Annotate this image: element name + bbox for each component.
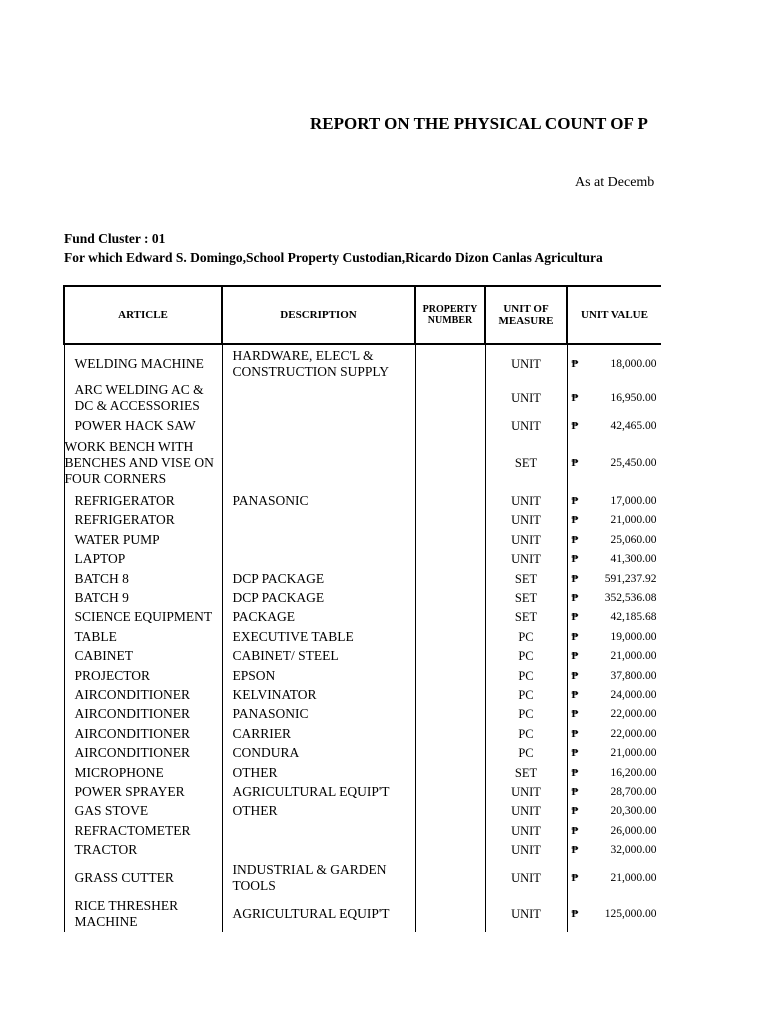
peso-sign: ₱: [571, 495, 579, 508]
unit-value-amount: 22,000.00: [610, 727, 657, 740]
description-cell: INDUSTRIAL & GARDEN TOOLS: [222, 860, 415, 896]
description-cell: EPSON: [222, 666, 415, 685]
peso-sign: ₱: [571, 747, 579, 760]
unit-of-measure-cell: SET: [485, 763, 567, 782]
peso-sign: ₱: [571, 419, 579, 432]
unit-value-amount: 25,060.00: [610, 533, 657, 546]
unit-value-cell: [567, 840, 661, 859]
table-row: [64, 896, 661, 932]
unit-value-cell: [567, 530, 661, 549]
table-row: [64, 685, 661, 704]
peso-sign: ₱: [571, 688, 579, 701]
table-row: [64, 647, 661, 666]
unit-value-cell: [567, 608, 661, 627]
unit-value-amount: 16,200.00: [610, 766, 657, 779]
peso-sign: ₱: [571, 611, 579, 624]
table-row: [64, 705, 661, 724]
description-cell: PANASONIC: [222, 491, 415, 510]
description-cell: [222, 435, 415, 491]
unit-value-cell: [567, 666, 661, 685]
unit-value-amount: 21,000.00: [610, 747, 657, 760]
unit-of-measure-cell: PC: [485, 743, 567, 762]
article-cell: BATCH 8: [64, 569, 222, 588]
unit-value-cell: [567, 743, 661, 762]
unit-value-cell: [567, 511, 661, 530]
unit-of-measure-cell: UNIT: [485, 344, 567, 380]
unit-value-cell: [567, 802, 661, 821]
table-row: [64, 802, 661, 821]
unit-value-cell: [567, 821, 661, 840]
table-row: [64, 550, 661, 569]
peso-sign: ₱: [571, 630, 579, 643]
article-cell: PROJECTOR: [64, 666, 222, 685]
article-cell: AIRCONDITIONER: [64, 685, 222, 704]
table-row: [64, 724, 661, 743]
description-cell: OTHER: [222, 763, 415, 782]
unit-of-measure-cell: PC: [485, 724, 567, 743]
peso-sign: ₱: [571, 907, 579, 920]
unit-value-cell: [567, 627, 661, 646]
article-cell: WATER PUMP: [64, 530, 222, 549]
property-number-cell: [415, 550, 485, 569]
peso-sign: ₱: [571, 805, 579, 818]
peso-sign: ₱: [571, 871, 579, 884]
unit-of-measure-cell: PC: [485, 685, 567, 704]
unit-of-measure-cell: UNIT: [485, 491, 567, 510]
property-number-cell: [415, 569, 485, 588]
table-row: [64, 782, 661, 801]
description-cell: [222, 821, 415, 840]
table-row: [64, 435, 661, 491]
unit-value-cell: [567, 435, 661, 491]
unit-value-amount: 41,300.00: [610, 553, 657, 566]
table-row: [64, 491, 661, 510]
unit-value-amount: 21,000.00: [610, 871, 657, 884]
unit-value-amount: 25,450.00: [610, 457, 657, 470]
property-number-cell: [415, 608, 485, 627]
peso-sign: ₱: [571, 533, 579, 546]
unit-value-amount: 20,300.00: [610, 805, 657, 818]
unit-of-measure-cell: UNIT: [485, 550, 567, 569]
table-row: [64, 821, 661, 840]
article-cell: CABINET: [64, 647, 222, 666]
property-number-cell: [415, 896, 485, 932]
description-cell: [222, 416, 415, 435]
unit-value-cell: [567, 588, 661, 607]
peso-sign: ₱: [571, 824, 579, 837]
table-row: [64, 380, 661, 416]
description-cell: AGRICULTURAL EQUIP'T: [222, 782, 415, 801]
article-cell: REFRACTOMETER: [64, 821, 222, 840]
peso-sign: ₱: [571, 669, 579, 682]
property-number-cell: [415, 588, 485, 607]
as-at-date: As at Decemb: [575, 175, 655, 190]
unit-of-measure-cell: SET: [485, 569, 567, 588]
table-row: [64, 743, 661, 762]
article-cell: REFRIGERATOR: [64, 491, 222, 510]
article-cell: BATCH 9: [64, 588, 222, 607]
table-row: [64, 569, 661, 588]
property-number-cell: [415, 530, 485, 549]
fund-cluster: Fund Cluster : 01: [64, 231, 166, 246]
unit-of-measure-cell: UNIT: [485, 896, 567, 932]
unit-value-amount: 21,000.00: [610, 650, 657, 663]
unit-value-cell: [567, 380, 661, 416]
property-number-cell: [415, 802, 485, 821]
peso-sign: ₱: [571, 766, 579, 779]
property-number-cell: [415, 511, 485, 530]
property-number-cell: [415, 647, 485, 666]
description-cell: [222, 511, 415, 530]
unit-value-amount: 591,237.92: [604, 572, 657, 585]
unit-value-amount: 19,000.00: [610, 630, 657, 643]
property-number-cell: [415, 840, 485, 859]
article-cell: TRACTOR: [64, 840, 222, 859]
inventory-body: [64, 344, 661, 932]
unit-value-cell: [567, 685, 661, 704]
description-cell: DCP PACKAGE: [222, 588, 415, 607]
table-row: [64, 588, 661, 607]
header-unit-value: UNIT VALUE: [567, 286, 661, 344]
peso-sign: ₱: [571, 708, 579, 721]
unit-of-measure-cell: PC: [485, 666, 567, 685]
description-cell: KELVINATOR: [222, 685, 415, 704]
peso-sign: ₱: [571, 727, 579, 740]
unit-value-cell: [567, 550, 661, 569]
article-cell: MICROPHONE: [64, 763, 222, 782]
description-cell: OTHER: [222, 802, 415, 821]
peso-sign: ₱: [571, 844, 579, 857]
table-row: [64, 840, 661, 859]
table-row: [64, 763, 661, 782]
report-title: REPORT ON THE PHYSICAL COUNT OF P: [310, 114, 648, 133]
table-row: [64, 416, 661, 435]
unit-value-amount: 16,950.00: [610, 392, 657, 404]
table-row: [64, 608, 661, 627]
article-cell: SCIENCE EQUIPMENT: [64, 608, 222, 627]
peso-sign: ₱: [571, 457, 579, 470]
table-row: [64, 530, 661, 549]
unit-of-measure-cell: UNIT: [485, 821, 567, 840]
unit-of-measure-cell: PC: [485, 705, 567, 724]
property-number-cell: [415, 724, 485, 743]
header-unit-of-measure: UNIT OF MEASURE: [485, 286, 567, 344]
unit-of-measure-cell: UNIT: [485, 511, 567, 530]
article-cell: WORK BENCH WITH BENCHES AND VISE ON FOUR CORNERS: [64, 435, 222, 491]
unit-value-amount: 17,000.00: [610, 495, 657, 508]
unit-value-amount: 22,000.00: [610, 708, 657, 721]
unit-of-measure-cell: UNIT: [485, 860, 567, 896]
table-row: [64, 860, 661, 896]
unit-of-measure-cell: SET: [485, 435, 567, 491]
inventory-table: [63, 285, 661, 932]
unit-value-amount: 28,700.00: [610, 785, 657, 798]
property-number-cell: [415, 344, 485, 380]
table-row: [64, 627, 661, 646]
property-number-cell: [415, 763, 485, 782]
peso-sign: ₱: [571, 357, 579, 370]
unit-of-measure-cell: UNIT: [485, 530, 567, 549]
table-header-row: [64, 286, 661, 344]
description-cell: AGRICULTURAL EQUIP'T: [222, 896, 415, 932]
unit-value-cell: [567, 763, 661, 782]
article-cell: WELDING MACHINE: [64, 344, 222, 380]
description-cell: CONDURA: [222, 743, 415, 762]
table-row: [64, 666, 661, 685]
unit-value-cell: [567, 569, 661, 588]
unit-value-cell: [567, 647, 661, 666]
unit-of-measure-cell: UNIT: [485, 416, 567, 435]
unit-of-measure-cell: UNIT: [485, 380, 567, 416]
unit-value-cell: [567, 491, 661, 510]
unit-value-cell: [567, 344, 661, 380]
description-cell: PACKAGE: [222, 608, 415, 627]
unit-value-amount: 21,000.00: [610, 514, 657, 527]
article-cell: ARC WELDING AC & DC & ACCESSORIES: [64, 380, 222, 416]
property-number-cell: [415, 782, 485, 801]
unit-value-amount: 24,000.00: [610, 688, 657, 701]
property-number-cell: [415, 491, 485, 510]
unit-value-cell: [567, 724, 661, 743]
article-cell: RICE THRESHER MACHINE: [64, 896, 222, 932]
peso-sign: ₱: [571, 514, 579, 527]
property-number-cell: [415, 416, 485, 435]
header-article: ARTICLE: [64, 286, 222, 344]
peso-sign: ₱: [571, 553, 579, 566]
unit-value-amount: 125,000.00: [604, 907, 657, 920]
article-cell: AIRCONDITIONER: [64, 743, 222, 762]
unit-of-measure-cell: PC: [485, 627, 567, 646]
unit-value-amount: 37,800.00: [610, 669, 657, 682]
unit-value-amount: 32,000.00: [610, 844, 657, 857]
peso-sign: ₱: [571, 785, 579, 798]
table-row: [64, 344, 661, 380]
description-cell: CARRIER: [222, 724, 415, 743]
description-cell: EXECUTIVE TABLE: [222, 627, 415, 646]
unit-value-amount: 42,465.00: [610, 419, 657, 432]
description-cell: [222, 550, 415, 569]
unit-value-cell: [567, 896, 661, 932]
property-number-cell: [415, 821, 485, 840]
unit-of-measure-cell: UNIT: [485, 840, 567, 859]
property-number-cell: [415, 666, 485, 685]
unit-of-measure-cell: UNIT: [485, 802, 567, 821]
unit-value-cell: [567, 416, 661, 435]
unit-value-amount: 26,000.00: [610, 824, 657, 837]
header-description: DESCRIPTION: [222, 286, 415, 344]
description-cell: CABINET/ STEEL: [222, 647, 415, 666]
article-cell: POWER SPRAYER: [64, 782, 222, 801]
unit-value-cell: [567, 705, 661, 724]
unit-of-measure-cell: PC: [485, 647, 567, 666]
unit-value-cell: [567, 860, 661, 896]
article-cell: AIRCONDITIONER: [64, 724, 222, 743]
peso-sign: ₱: [571, 592, 579, 605]
description-cell: [222, 840, 415, 859]
property-number-cell: [415, 380, 485, 416]
property-number-cell: [415, 743, 485, 762]
property-number-cell: [415, 860, 485, 896]
description-cell: PANASONIC: [222, 705, 415, 724]
article-cell: GRASS CUTTER: [64, 860, 222, 896]
property-number-cell: [415, 435, 485, 491]
description-cell: DCP PACKAGE: [222, 569, 415, 588]
article-cell: LAPTOP: [64, 550, 222, 569]
unit-value-amount: 18,000.00: [610, 357, 657, 370]
article-cell: TABLE: [64, 627, 222, 646]
header-property-number: PROPERTY NUMBER: [415, 286, 485, 344]
unit-of-measure-cell: SET: [485, 608, 567, 627]
article-cell: POWER HACK SAW: [64, 416, 222, 435]
unit-value-amount: 42,185.68: [610, 611, 657, 624]
accountable-officer-line: For which Edward S. Domingo,School Property Custodian,Ricardo Dizon Canlas Agricultura: [64, 250, 603, 265]
peso-sign: ₱: [571, 392, 579, 404]
property-number-cell: [415, 705, 485, 724]
article-cell: GAS STOVE: [64, 802, 222, 821]
unit-of-measure-cell: SET: [485, 588, 567, 607]
article-cell: REFRIGERATOR: [64, 511, 222, 530]
description-cell: [222, 380, 415, 416]
unit-of-measure-cell: UNIT: [485, 782, 567, 801]
description-cell: [222, 530, 415, 549]
description-cell: HARDWARE, ELEC'L & CONSTRUCTION SUPPLY: [222, 344, 415, 380]
peso-sign: ₱: [571, 572, 579, 585]
table-row: [64, 511, 661, 530]
property-number-cell: [415, 627, 485, 646]
article-cell: AIRCONDITIONER: [64, 705, 222, 724]
unit-value-cell: [567, 782, 661, 801]
peso-sign: ₱: [571, 650, 579, 663]
property-number-cell: [415, 685, 485, 704]
unit-value-amount: 352,536.08: [604, 592, 657, 605]
